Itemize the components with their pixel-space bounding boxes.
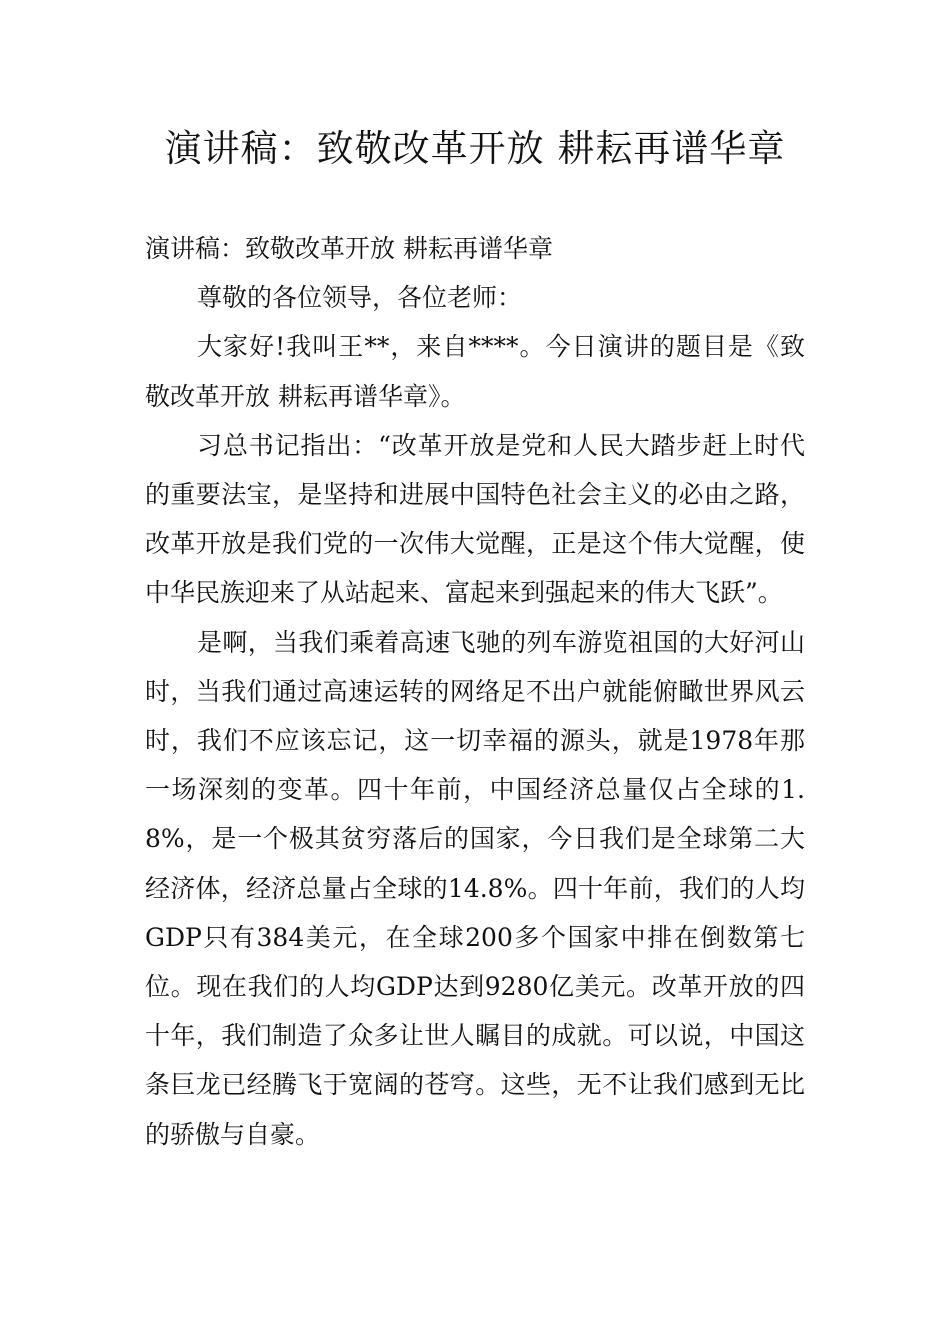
paragraph-introduction: 大家好!我叫王**，来自****。今日演讲的题目是《致敬改革开放 耕耘再谱华章》。	[145, 332, 805, 411]
paragraph-achievements: 是啊，当我们乘着高速飞驰的列车游览祖国的大好河山时，当我们通过高速运转的网络足不出户就能俯瞰世界风云时，我们不应该忘记，这一切幸福的源头，就是1978年那一场深刻的变革。四十年前，中国经济总量仅占全球的1.8%，是一个极其贫穷落后的国家，今日我们是全球第二大经济体，经济总量占全球的14.8%。四十年前，我们的人均GDP只有384美元，在全球200多个国家中排在倒数第七位。现在我们的人均GDP达到9280亿美元。改革开放的四十年，我们制造了众多让世人瞩目的成就。可以说，中国这条巨龙已经腾飞于宽阔的苍穹。这些，无不让我们感到无比的骄傲与自豪。	[145, 627, 805, 1149]
document-body	[145, 224, 805, 1159]
paragraph-quote: 习总书记指出：“改革开放是党和人民大踏步赶上时代的重要法宝，是坚持和进展中国特色社会主义的必由之路，改革开放是我们党的一次伟大觉醒，正是这个伟大觉醒，使中华民族迎来了从站起来、富起来到强起来的伟大飞跃”。	[145, 430, 805, 608]
document-title: 演讲稿：致敬改革开放 耕耘再谱华章	[164, 127, 786, 170]
paragraph-title-repeat: 演讲稿：致敬改革开放 耕耘再谱华章	[145, 234, 553, 263]
paragraph-greeting: 尊敬的各位领导，各位老师：	[197, 283, 523, 313]
